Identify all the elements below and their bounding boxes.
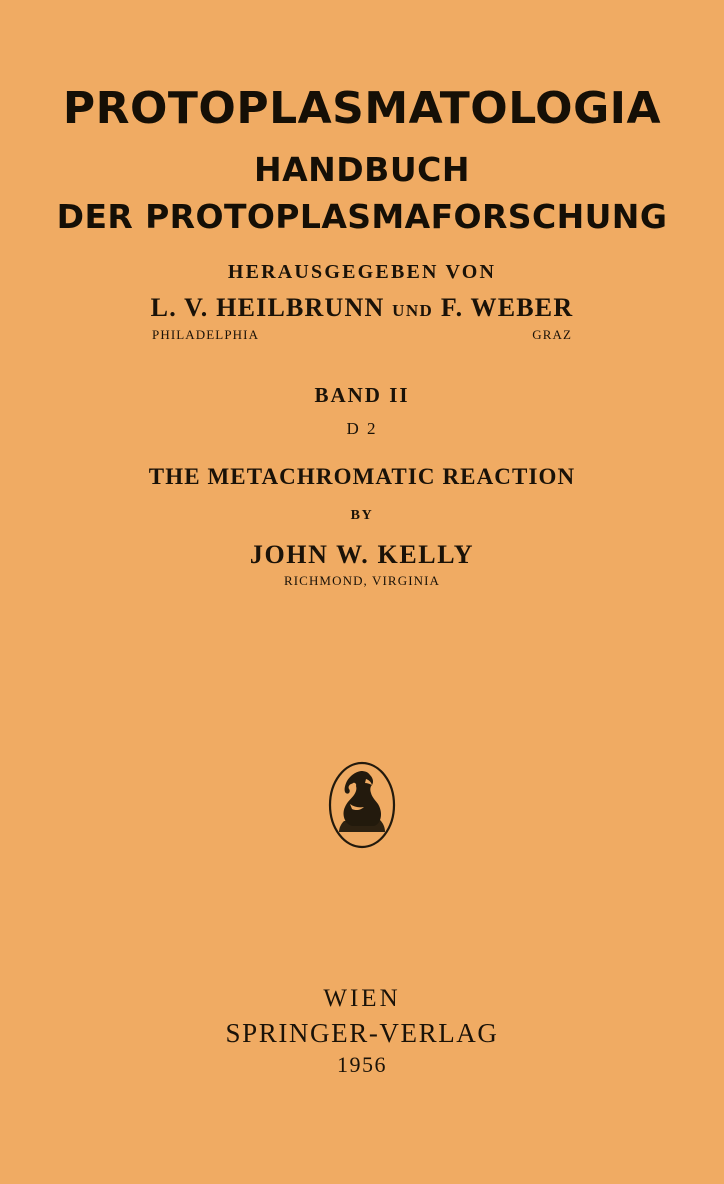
springer-knight-chess-horse-logo	[314, 749, 410, 861]
editors-line	[151, 293, 574, 323]
publisher-logo	[314, 749, 410, 861]
volume-label: BAND II	[314, 383, 410, 408]
series-subtitle-line2: DER PROTOPLASMAFORSCHUNG	[56, 197, 668, 237]
editor-affiliations	[152, 327, 572, 343]
editor-conjunction: UND	[392, 301, 434, 321]
author-name: JOHN W. KELLY	[249, 540, 475, 570]
series-title: PROTOPLASMATOLOGIA	[62, 83, 662, 134]
editor-intro-label: HERAUSGEGEBEN VON	[227, 261, 497, 284]
publication-year: 1956	[337, 1052, 387, 1077]
editor-two-affiliation: GRAZ	[532, 327, 572, 343]
editor-one-name: L. V. HEILBRUNN	[150, 293, 385, 323]
part-label: D 2	[346, 419, 378, 439]
publisher-name: SPRINGER-VERLAG	[225, 1018, 499, 1048]
publisher-city: WIEN	[323, 985, 401, 1012]
series-subtitle-line1: HANDBUCH	[254, 150, 470, 190]
by-label: BY	[350, 508, 374, 524]
work-title: THE METACHROMATIC REACTION	[148, 464, 576, 490]
editor-one-affiliation: PHILADELPHIA	[152, 327, 260, 343]
editor-two-name: F. WEBER	[440, 293, 574, 323]
author-affiliation: RICHMOND, VIRGINIA	[283, 573, 441, 589]
